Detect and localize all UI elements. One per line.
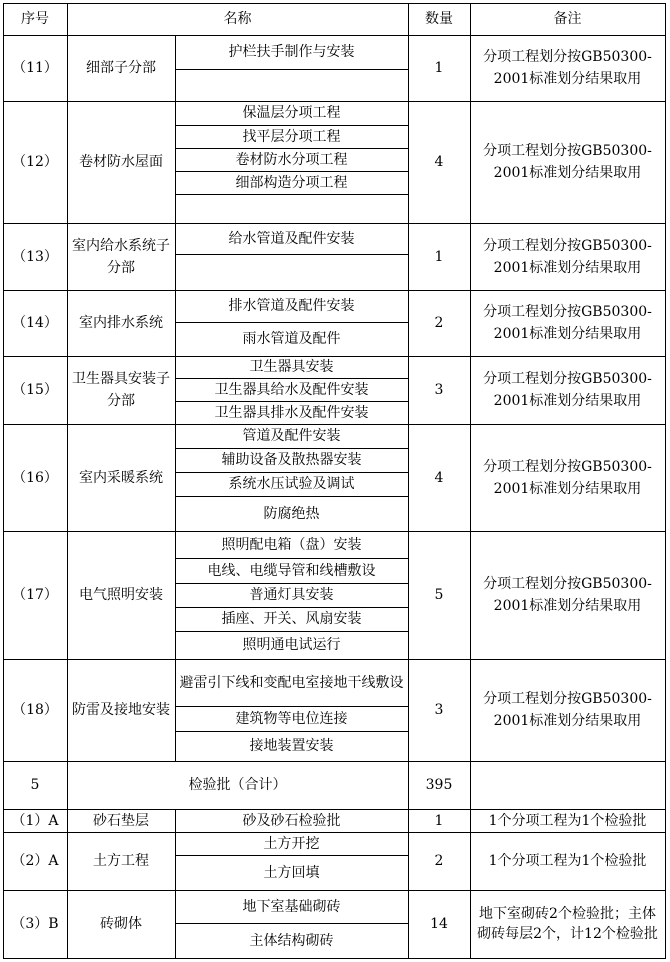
header-remark-text: 备注 <box>553 11 582 27</box>
batch-item <box>175 809 408 832</box>
batch-item-text: 地下室基础砌砖 <box>242 898 341 915</box>
row-remark <box>474 101 661 223</box>
header-seq-text: 序号 <box>21 11 49 27</box>
row-item <box>175 35 408 69</box>
batch-seq-text: （3）B <box>11 916 59 932</box>
row-group <box>67 290 175 356</box>
table-rule <box>175 706 408 707</box>
subtotal-remark <box>470 761 665 809</box>
row-group-text: 卫生器具安装子分部 <box>72 371 170 409</box>
row-item <box>175 424 408 448</box>
table-rule <box>175 223 176 290</box>
row-remark-text: 分项工程划分按GB50300-2001标准划分结果取用 <box>483 691 652 729</box>
row-group-text: 室内给水系统子分部 <box>72 237 170 276</box>
row-seq-text: （16） <box>12 469 58 486</box>
batch-remark-text: 1个分项工程为1个检验批 <box>488 853 647 869</box>
row-group <box>67 356 175 424</box>
batch-remark-text: 地下室砌砖2个检验批；主体砌砖每层2个，计12个检验批 <box>477 906 658 942</box>
subtotal-qty <box>408 761 470 809</box>
batch-seq <box>3 890 67 958</box>
table-rule <box>175 401 408 402</box>
row-remark <box>474 223 661 290</box>
row-item <box>175 69 408 101</box>
table-rule <box>408 223 409 290</box>
batch-group-text: 砂石垫层 <box>93 812 149 829</box>
row-remark <box>474 531 661 659</box>
batch-group <box>67 809 175 832</box>
row-item-text: 接地装置安装 <box>249 738 334 754</box>
row-item-text: 防腐绝热 <box>263 505 320 522</box>
row-group-text: 室内采暖系统 <box>79 469 163 486</box>
row-seq-text: （17） <box>12 587 58 603</box>
table-rule <box>175 101 176 223</box>
row-qty <box>408 290 470 356</box>
row-item-text: 照明通电试运行 <box>242 637 341 653</box>
row-item <box>175 148 408 171</box>
row-qty <box>408 659 470 761</box>
row-remark-text: 分项工程划分按GB50300-2001标准划分结果取用 <box>483 458 652 497</box>
table-rule <box>67 659 68 761</box>
table-rule <box>175 148 408 149</box>
row-group <box>67 531 175 659</box>
row-item <box>175 378 408 401</box>
row-qty-text: 1 <box>434 248 444 265</box>
batch-item <box>175 832 408 855</box>
row-item-text: 避雷引下线和变配电室接地干线敷设 <box>179 674 404 691</box>
table-rule <box>175 378 408 379</box>
row-item <box>175 496 408 531</box>
row-item-text: 建筑物等电位连接 <box>235 710 348 727</box>
batch-item-text: 砂及砂石检验批 <box>242 812 341 829</box>
table-rule <box>67 832 68 890</box>
row-item <box>175 659 408 706</box>
table-rule <box>470 809 471 832</box>
row-remark-text: 分项工程划分按GB50300-2001标准划分结果取用 <box>483 237 652 276</box>
header-name <box>67 3 408 35</box>
table-rule <box>470 356 471 424</box>
row-item <box>175 290 408 322</box>
row-qty <box>408 101 470 223</box>
row-item <box>175 583 408 607</box>
row-item-text: 照明配电箱（盘）安装 <box>221 536 362 553</box>
row-remark-text: 分项工程划分按GB50300-2001标准划分结果取用 <box>483 49 652 87</box>
table-rule <box>470 223 471 290</box>
batch-seq-text: （1）A <box>11 812 59 829</box>
row-item-text: 管道及配件安装 <box>242 428 341 444</box>
row-qty-text: 3 <box>434 702 444 718</box>
row-item <box>175 631 408 659</box>
table-rule <box>470 659 471 761</box>
batch-remark-text: 1个分项工程为1个检验批 <box>488 812 647 829</box>
table-rule <box>408 356 409 424</box>
row-seq <box>3 223 67 290</box>
table-rule <box>175 290 176 356</box>
row-item-text: 找平层分项工程 <box>242 128 341 145</box>
batch-qty-text: 14 <box>430 916 448 932</box>
table-rule <box>175 254 408 255</box>
row-remark <box>474 424 661 531</box>
row-qty-text: 4 <box>434 469 444 486</box>
table-rule <box>175 583 408 584</box>
table-rule <box>175 194 408 195</box>
row-item <box>175 706 408 731</box>
row-seq-text: （14） <box>12 315 58 331</box>
row-item-text: 插座、开关、风扇安装 <box>221 611 362 627</box>
table-rule <box>175 322 408 323</box>
row-item <box>175 356 408 378</box>
row-item <box>175 472 408 496</box>
row-seq-text: （18） <box>12 702 58 718</box>
row-item-text: 卫生器具安装 <box>249 359 334 375</box>
row-remark-text: 分项工程划分按GB50300-2001标准划分结果取用 <box>483 371 652 409</box>
table-rule <box>470 35 471 101</box>
row-seq-text: （11） <box>12 60 58 76</box>
table-rule <box>67 809 68 832</box>
row-group <box>67 35 175 101</box>
row-seq <box>3 101 67 223</box>
row-item <box>175 223 408 254</box>
table-rule <box>175 496 408 497</box>
header-qty <box>408 3 470 35</box>
row-group-text: 室内排水系统 <box>79 315 163 331</box>
batch-qty <box>408 832 470 890</box>
row-group-text: 卷材防水屋面 <box>79 154 163 170</box>
row-item-text: 护栏扶手制作与安装 <box>228 44 355 60</box>
row-seq <box>3 356 67 424</box>
table-rule <box>67 3 68 35</box>
row-seq <box>3 290 67 356</box>
table-rule <box>408 809 409 832</box>
row-seq-text: （15） <box>12 382 58 398</box>
row-item <box>175 322 408 356</box>
batch-remark <box>474 832 661 890</box>
row-item <box>175 531 408 558</box>
row-item-text: 辅助设备及散热器安装 <box>221 452 362 468</box>
header-remark <box>470 3 665 35</box>
table-rule <box>175 731 408 732</box>
table-rule <box>408 3 409 35</box>
batch-seq <box>3 809 67 832</box>
table-rule <box>175 809 176 832</box>
table-rule <box>408 832 409 890</box>
row-item-text: 卫生器具给水及配件安装 <box>214 381 369 398</box>
table-rule <box>175 35 176 101</box>
table-border-right <box>665 3 666 958</box>
table-rule <box>408 101 409 223</box>
row-group-text: 防雷及接地安装 <box>72 702 170 718</box>
row-qty-text: 5 <box>434 587 444 603</box>
row-seq <box>3 35 67 101</box>
subtotal-name <box>67 761 408 809</box>
table-rule <box>470 101 471 223</box>
row-group <box>67 223 175 290</box>
row-seq <box>3 531 67 659</box>
table-rule <box>470 531 471 659</box>
row-remark-text: 分项工程划分按GB50300-2001标准划分结果取用 <box>483 143 652 181</box>
row-item-text: 电线、电缆导管和线槽敷设 <box>207 562 376 579</box>
table-rule <box>408 761 409 809</box>
table-rule <box>175 631 408 632</box>
table-rule <box>175 832 176 890</box>
table-rule <box>175 69 408 70</box>
row-item-text: 排水管道及配件安装 <box>228 298 355 314</box>
header-qty-text: 数量 <box>425 11 453 27</box>
batch-item <box>175 855 408 890</box>
table-rule <box>175 558 408 559</box>
row-item-text: 保温层分项工程 <box>242 105 341 121</box>
row-qty <box>408 223 470 290</box>
row-remark <box>474 659 661 761</box>
row-item <box>175 194 408 223</box>
row-qty <box>408 35 470 101</box>
table-rule <box>175 531 176 659</box>
batch-remark <box>474 809 661 832</box>
table-rule <box>67 290 68 356</box>
batch-qty <box>408 890 470 958</box>
batch-group <box>67 890 175 958</box>
row-remark <box>474 356 661 424</box>
row-qty <box>408 424 470 531</box>
row-item <box>175 254 408 290</box>
table-rule <box>67 101 68 223</box>
table-border-bottom <box>3 958 666 959</box>
row-seq-text: （12） <box>12 154 58 170</box>
row-item-text: 给水管道及配件安装 <box>228 230 355 247</box>
table-rule <box>175 356 176 424</box>
row-item-text: 细部构造分项工程 <box>235 174 348 191</box>
table-rule <box>470 761 471 809</box>
table-rule <box>175 424 176 531</box>
row-qty <box>408 356 470 424</box>
batch-item <box>175 923 408 958</box>
row-item-text: 普通灯具安装 <box>249 587 334 603</box>
table-rule <box>470 424 471 531</box>
table-rule <box>408 659 409 761</box>
row-item-text: 卷材防水分项工程 <box>235 151 348 168</box>
row-qty-text: 4 <box>434 154 444 170</box>
table-rule <box>175 607 408 608</box>
table-rule <box>67 35 68 101</box>
row-item <box>175 448 408 472</box>
row-seq-text: （13） <box>12 248 58 265</box>
row-group <box>67 659 175 761</box>
batch-item-text: 主体结构砌砖 <box>249 932 334 949</box>
row-group <box>67 424 175 531</box>
table-rule <box>67 761 68 809</box>
batch-qty <box>408 809 470 832</box>
row-qty-text: 3 <box>434 382 444 398</box>
row-item <box>175 731 408 761</box>
table-rule <box>470 832 471 890</box>
table-rule <box>67 424 68 531</box>
row-item-text: 卫生器具排水及配件安装 <box>214 404 369 421</box>
row-remark-text: 分项工程划分按GB50300-2001标准划分结果取用 <box>483 576 652 614</box>
batch-remark <box>474 890 661 958</box>
batch-group-text: 土方工程 <box>93 853 149 869</box>
table-rule <box>470 290 471 356</box>
row-seq <box>3 659 67 761</box>
row-item <box>175 558 408 583</box>
row-qty-text: 2 <box>434 315 444 331</box>
table-rule <box>175 855 408 856</box>
header-name-text: 名称 <box>223 11 252 27</box>
batch-item <box>175 890 408 923</box>
batch-qty-text: 2 <box>434 853 444 869</box>
table-rule <box>175 923 408 924</box>
table-rule <box>175 448 408 449</box>
table-rule <box>175 659 176 761</box>
batch-item-text: 土方回填 <box>263 864 320 881</box>
row-seq <box>3 424 67 531</box>
row-remark-text: 分项工程划分按GB50300-2001标准划分结果取用 <box>483 304 652 342</box>
row-qty-text: 1 <box>434 60 444 76</box>
table-rule <box>408 531 409 659</box>
row-remark <box>474 35 661 101</box>
row-item-text: 系统水压试验及调试 <box>228 476 355 492</box>
batch-qty-text: 1 <box>434 812 444 829</box>
table-rule <box>408 890 409 958</box>
subtotal-name-text: 检验批（合计） <box>188 777 287 793</box>
header-seq <box>3 3 67 35</box>
table-rule <box>175 472 408 473</box>
batch-seq-text: （2）A <box>11 853 59 869</box>
table-rule <box>408 35 409 101</box>
inspection-table <box>3 3 665 958</box>
row-item <box>175 101 408 125</box>
row-group-text: 电气照明安装 <box>79 587 163 603</box>
subtotal-seq <box>3 761 67 809</box>
table-rule <box>67 356 68 424</box>
batch-seq <box>3 832 67 890</box>
table-rule <box>408 424 409 531</box>
row-item <box>175 401 408 424</box>
table-rule <box>175 171 408 172</box>
table-rule <box>470 3 471 35</box>
row-group <box>67 101 175 223</box>
row-qty <box>408 531 470 659</box>
row-group-text: 细部子分部 <box>86 60 156 76</box>
subtotal-qty-text: 395 <box>425 777 453 793</box>
row-item <box>175 125 408 148</box>
table-rule <box>175 125 408 126</box>
batch-group-text: 砖砌体 <box>100 916 142 932</box>
table-rule <box>470 890 471 958</box>
row-item <box>175 607 408 631</box>
table-rule <box>67 223 68 290</box>
table-rule <box>175 890 176 958</box>
batch-item-text: 土方开挖 <box>263 835 320 852</box>
table-rule <box>408 290 409 356</box>
row-item <box>175 171 408 194</box>
subtotal-seq-text: 5 <box>30 777 40 793</box>
row-item-text: 雨水管道及配件 <box>242 331 341 347</box>
row-remark <box>474 290 661 356</box>
table-rule <box>67 531 68 659</box>
table-rule <box>67 890 68 958</box>
batch-group <box>67 832 175 890</box>
